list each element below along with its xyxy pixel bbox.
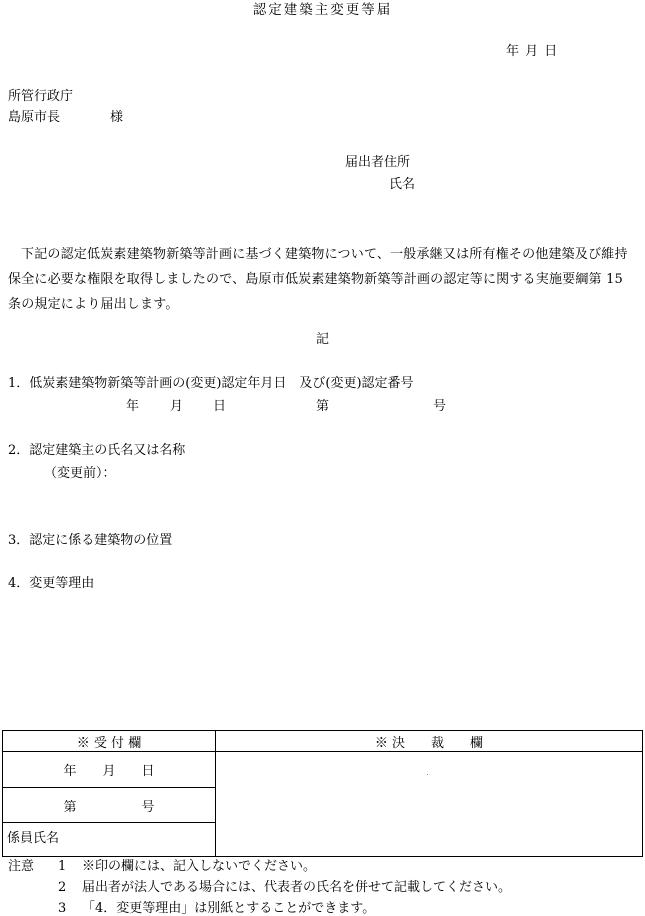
ki-heading: 記	[316, 332, 330, 347]
notifier-name-label: 氏名	[389, 177, 416, 192]
item1-dai: 第	[316, 399, 330, 414]
note1-text: ※印の欄には、記入しないでください。	[82, 859, 317, 874]
recipient-office: 所管行政庁	[8, 89, 74, 104]
item1-label: 1．低炭素建築物新築等計画の(変更)認定年月日 及び(変更)認定番号	[8, 376, 414, 391]
item1-go: 号	[433, 399, 447, 414]
recipient-mayor: 島原市長	[8, 110, 61, 125]
note3-text: 「4．変更等理由」は別紙とすることができます。	[82, 901, 376, 916]
document-title: 認定建築主変更等届	[252, 2, 393, 18]
reception-number-cell: 第 号	[3, 788, 216, 823]
reception-header: ※ 受 付 欄	[3, 731, 216, 752]
item3-label: 3．認定に係る建築物の位置	[8, 533, 173, 548]
recipient-honorific: 様	[110, 110, 124, 125]
note2-text: 届出者が法人である場合には、代表者の氏名を併せて記載してください。	[82, 880, 512, 895]
body-paragraph: 下記の認定低炭素建築物新築等計画に基づく建築物について、一般承継又は所有権その他建築及び維持保全に必要な権限を取得しましたので、島原市低炭素建築物新築等計画の認定等に関する実施要綱第 15 条の規定により届出します。	[8, 247, 628, 312]
office-use-table	[2, 730, 643, 857]
item1-day: 日	[213, 399, 227, 414]
item2-label: 2．認定建築主の氏名又は名称	[8, 443, 186, 458]
item4-label: 4．変更等理由	[8, 576, 95, 591]
notifier-address-label: 届出者住所	[345, 155, 411, 170]
note2-number: 2	[58, 880, 67, 895]
note3-number: 3	[58, 901, 67, 916]
notes-label: 注意	[8, 859, 35, 874]
decision-header: ※ 決 裁 欄	[216, 731, 643, 752]
reception-date-cell: 年 月 日	[3, 752, 216, 788]
decision-cell	[216, 752, 643, 857]
item2-before: （変更前）：	[44, 466, 116, 481]
item1-year: 年	[126, 399, 140, 414]
item1-month: 月	[170, 399, 184, 414]
stray-mark	[427, 774, 428, 775]
date-header: 年 月 日	[506, 44, 559, 59]
note1-number: 1	[58, 859, 67, 874]
staff-name-cell: 係員氏名	[3, 823, 216, 857]
